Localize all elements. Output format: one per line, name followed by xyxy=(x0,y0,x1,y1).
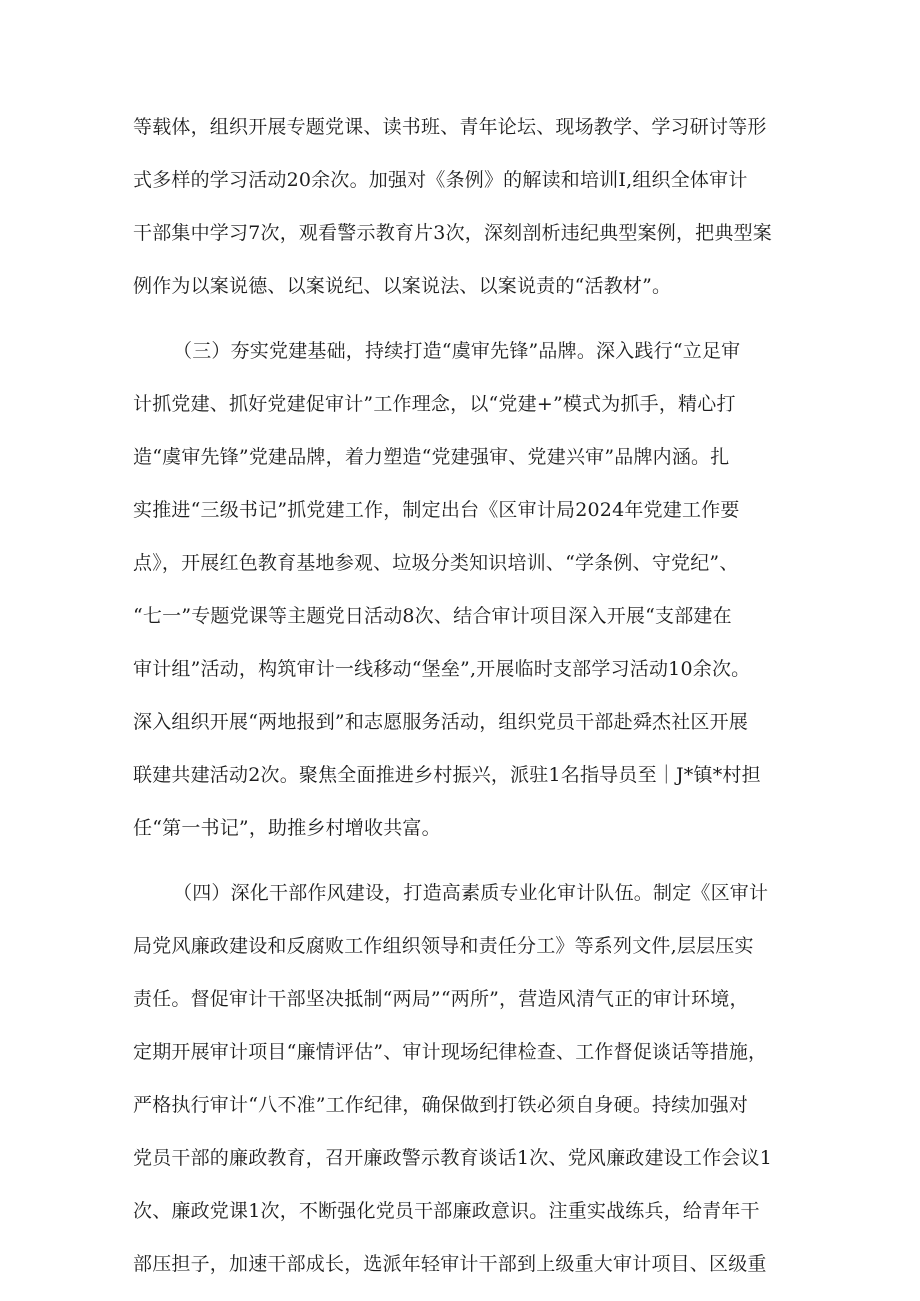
text-line: 次、廉政党课1次，不断强化党员干部廉政意识。注重实战练兵，给青年干 xyxy=(133,1200,760,1222)
text-line: 实推进“三级书记”抓党建工作，制定出台《区审计局2024年党建工作要 xyxy=(133,499,740,521)
text-line: 计抓党建、抓好党建促审计”工作理念，以“党建+”模式为抓手，精心打 xyxy=(133,393,736,415)
text-line: 责任。督促审计干部坚决抵制“两局”“两所”，营造风清气正的审计环境， xyxy=(133,988,749,1010)
text-line: 点》，开展红色教育基地参观、垃圾分类知识培训、“学条例、守党纪”、 xyxy=(133,552,739,574)
text-line: 等载体，组织开展专题党课、读书班、青年论坛、现场教学、学习研讨等形 xyxy=(133,116,767,138)
text-line: 党员干部的廉政教育，召开廉政警示教育谈话1次、党风廉政建设工作会议1 xyxy=(133,1147,772,1169)
text-line: 定期开展审计项目“廉情评估”、审计现场纪律检查、工作督促谈话等措施， xyxy=(133,1041,768,1063)
paragraph-start-line: （三）夯实党建基础，持续打造“虞审先锋”品牌。深入践行“立足审 xyxy=(173,340,741,362)
text-line: 部压担子，加速干部成长，选派年轻审计干部到上级重大审计项目、区级重 xyxy=(133,1253,767,1275)
paragraph-start-line: （四）深化干部作风建设，打造高素质专业化审计队伍。制定《区审计 xyxy=(173,882,769,904)
text-line: 严格执行审计“八不准”工作纪律，确保做到打铁必须自身硬。持续加强对 xyxy=(133,1094,749,1116)
text-line: 式多样的学习活动20余次。加强对《条例》的解读和培训I,组织全体审计 xyxy=(133,169,748,191)
text-line: 联建共建活动2次。聚焦全面推进乡村振兴，派驻1名指导员至｜J*镇*村担 xyxy=(133,764,761,786)
text-line: 干部集中学习7次，观看警示教育片3次，深刻剖析违纪典型案例，把典型案 xyxy=(133,222,772,244)
text-line: 深入组织开展“两地报到”和志愿服务活动，组织党员干部赴舜杰社区开展 xyxy=(133,711,749,733)
text-line: “七一”专题党课等主题党日活动8次、结合审计项目深入开展“支部建在 xyxy=(133,605,732,627)
text-line: 任“第一书记”，助推乡村增收共富。 xyxy=(133,817,441,839)
text-line: 造“虞审先锋”党建品牌，着力塑造“党建强审、党建兴审”品牌内涵。扎 xyxy=(133,446,730,468)
text-line: 局党风廉政建设和反腐败工作组织领导和责任分工》等系列文件,层层压实 xyxy=(133,935,754,957)
text-line: 审计组”活动，构筑审计一线移动“堡垒”,开展临时支部学习活动10余次。 xyxy=(133,658,751,680)
text-line: 例作为以案说德、以案说纪、以案说法、以案说责的“活教材”。 xyxy=(133,275,672,297)
